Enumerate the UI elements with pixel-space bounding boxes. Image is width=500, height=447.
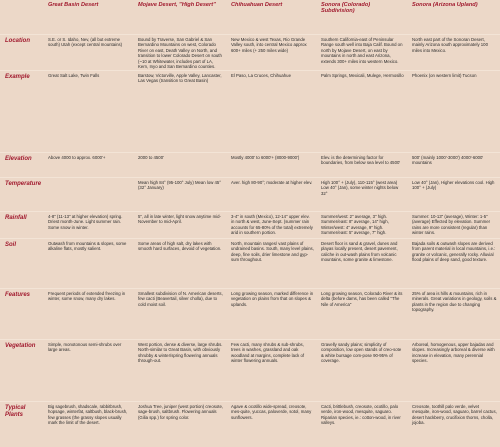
table-cell: Great Salt Lake, Twin Falls (44, 70, 134, 152)
row-label-example: Example (0, 70, 44, 152)
row-label-typical-plants: Typical Plants (0, 401, 44, 436)
table-cell: Some areas of high salt, dry lakes with smooth hard surfaces, devoid of vegetation. (134, 238, 227, 288)
table-cell: 4-8" (11-13" at higher elevation) spring. Driest month-June. Light summer rain. Some snow in winter. (44, 211, 134, 238)
table-cell (44, 177, 134, 211)
table-cell: Barstow, Victorville, Apple Valley, Lancaster, Las Vegas (transition to Great Basin) (134, 70, 227, 152)
row-label-rainfall: Rainfall (0, 211, 44, 238)
row-label-temperature: Temperature (0, 177, 44, 211)
table-cell: North east part of the Sonoran Desert, mainly Arizona south approximately 100 miles into Mexico. (408, 34, 500, 70)
column-header-sonora-arizona: Sonora (Arizona Upland) (408, 0, 500, 34)
table-cell: Arboreal, homogenous, upper bajadas and slopes. Increasingly arboreal & diverse with increase in elevation, many perennial species. (408, 339, 500, 401)
column-header-great-basin: Great Basin Desert (44, 0, 134, 34)
table-cell: Few cacti, many shrubs & sub-shrubs, trees in washes, grassland and oak woodland at margins, complete lack of winter flowering annuals. (227, 339, 317, 401)
table-cell: North, mountain ranges/ vast plains of undrained basins. South, many level plains, deep, fine soils, drier limestone and gyp-sum throughout. (227, 238, 317, 288)
table-cell: 5", all in late winter, light snow anytime mid-November to mid-April. (134, 211, 227, 238)
table-cell: Smallest subdivision of N. American deserts, few cacti (Beavertail, silver cholla), due to cold moist soil. (134, 288, 227, 339)
table-cell: Palm Springs, Mexicali, Mulege, Hermosillo (317, 70, 408, 152)
table-cell: Agave & ocotillo wide-spread, creosote, mes-quite, yuccas, paloverde, sotol, many sunflowers. (227, 401, 317, 436)
table-cell: Mean high 84° (95-100° July) Mean low 45° (32° January) (134, 177, 227, 211)
corner-cell (0, 0, 44, 34)
table-cell: Bound by Traverse, San Gabriel & San Bernardino Mountains on west, Colorado River on east, Death Valley on North, and transition to lower Colorado Desert on south (~10 at Whitewater, includes part of LA, Kern, Inyo and San Bernardino counties. (134, 34, 227, 70)
row-label-elevation: Elevation (0, 152, 44, 177)
table-cell: Bajada soils & outwash slopes are derived from parent material in local mountains, i.e.: granite or volcanic, generally rocky. Alluvial flood plains of deep sand, good texture. (408, 238, 500, 288)
table-cell: Outwash from mountains & slopes, some alkaline flats, mostly salient. (44, 238, 134, 288)
table-cell: Summer: 10-13" (average), Winter: 1-5" (average) Effected by elevation. Summer rains are more consistent (regular) than winter rains. (408, 211, 500, 238)
row-label-soil: Soil (0, 238, 44, 288)
table-cell: Above 4000 to approx. 6000'+ (44, 152, 134, 177)
table-cell: S.E. or S. Idaho, Nev, (all but extreme south) Utah (except central mountains) (44, 34, 134, 70)
table-cell: Simple, monotonous semi-shrubs over large areas. (44, 339, 134, 401)
table-cell: Cacti, brittlebush, creosote, ocotillo, palo verde, iron-wood, mesquite, saguaro. Riparian species, ie.: cotton-wood, in river valleys. (317, 401, 408, 436)
table-cell: Desert floor is sand & gravel, dunes and playas locally present, desert pavement, caliche in out-wash plains from volcanic mountains, some granite & limestone. (317, 238, 408, 288)
row-label-features: Features (0, 288, 44, 339)
table-cell: Long growing season, marked difference in vegetation on plains from that on slopes & uplands. (227, 288, 317, 339)
table-cell: Frequent periods of extended freezing in winter, some snow, many dry lakes. (44, 288, 134, 339)
table-cell: New Mexico & west Texas, Rio Grande Valley south, into central Mexico approx 600+ miles (+ 250 miles wide) (227, 34, 317, 70)
table-cell: Joshua Tree, juniper (west portion) creosote, sage-brush, saltbrush. Flowering annuals (Gilia spp.) for spring color. (134, 401, 227, 436)
table-cell: Phoenix (on western limit) Tucson (408, 70, 500, 152)
row-label-location: Location (0, 34, 44, 70)
table-cell: Summer/west: 2" average, 3" high. Summer/east: 8" average, 14" high, Winter/west: 4" average, 9" high. Summer/east: 5" average, 7" high. (317, 211, 408, 238)
table-cell: 500' (mainly 1000'-3000') 4000'-6000' mountains (408, 152, 500, 177)
table-cell: Low 40° (Jan), Higher elevations cool. High 100° + (July) (408, 177, 500, 211)
table-cell: Southern California-east of Peninsular Range south well into Baja Calif. Bound on north by Mojave Desert, on east by mountains in north and east Arizona, extends 300+ miles into western Mexico. (317, 34, 408, 70)
table-cell: El Paso, La Cruces, Chihuahue (227, 70, 317, 152)
table-cell: 3-4" in south (Mexico), 12-14" upper elev. in north & west, June-Sept. (summer rain accounts for 65-80% of the total) extremely arid in southern portion. (227, 211, 317, 238)
table-cell: Long growing season, Colorado River & its delta (before dams, has been called "The Nile of America" (317, 288, 408, 339)
table-cell: Gravelly sandy plains; simplicity of composition, low open stands of creo-sote & white bursage com-pose 90-95% of coverage. (317, 339, 408, 401)
table-cell: High 100° + (July), 110-115° (west area) Low 40° (Jan), some winter nights below 32° (317, 177, 408, 211)
column-header-chihuahuan: Chihuahuan Desert (227, 0, 317, 34)
table-cell: Big sagebrush, shadscale, rabbitbrush, hopsage, winterfat, saltbush, black-brush, few grasses (the grassy slopes usually mark the limit of the desert. (44, 401, 134, 436)
column-header-mojave: Mojave Desert, "High Desert" (134, 0, 227, 34)
column-header-sonora-colorado: Sonora (Colorado) Subdivision) (317, 0, 408, 34)
table-cell: Creosote, toothill palo verde, velvet mesquite, iron-wood, saguaro, barrel cactus, desert hackberry, crucifixion thorns, cholla, jojoba. (408, 401, 500, 436)
table-cell: 25% of area is hills & mountains, rich in minerals. Great variations in geology, soils & plants in the region due to changing topography. (408, 288, 500, 339)
table-cell: 2000 to 4500' (134, 152, 227, 177)
table-cell: Mostly 4000' to 6000'+ (8000-9000') (227, 152, 317, 177)
table-cell: Elev. is the determining factor for boundaries, from below sea level to 4500' (317, 152, 408, 177)
table-cell: West portion, dense & diverse, large shrubs. North-similar to Great Basin, with obviously shrubby & winter/spring flowering annuals through-out. (134, 339, 227, 401)
row-label-vegetation: Vegetation (0, 339, 44, 401)
table-cell: Aver. high 80-90°; moderate at higher elev. (227, 177, 317, 211)
